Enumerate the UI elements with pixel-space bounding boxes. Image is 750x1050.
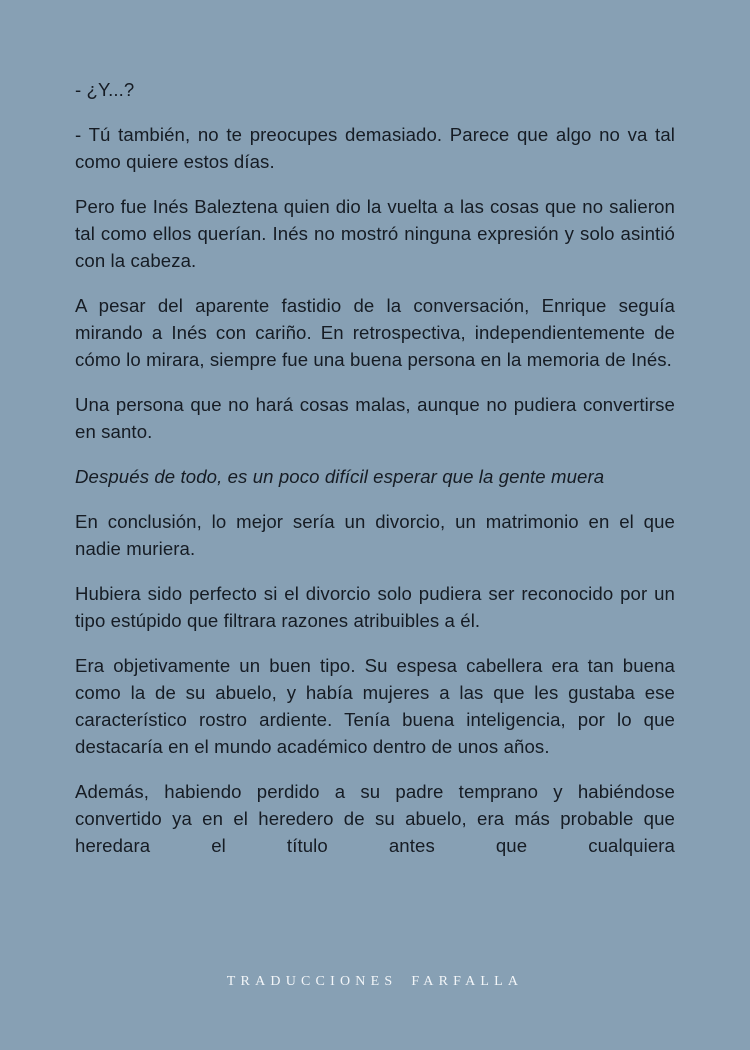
paragraph-9: Era objetivamente un buen tipo. Su espesa cabellera era tan buena como la de su abuelo, y había mujeres a las que les gustaba ese característico rostro ardiente. Tenía buena inteligencia, por lo que destacaría en el mundo académico dentro de unos años.	[75, 655, 675, 757]
paragraph-7: En conclusión, lo mejor sería un divorcio, un matrimonio en el que nadie muriera.	[75, 511, 675, 559]
paragraph-4: A pesar del aparente fastidio de la conversación, Enrique seguía mirando a Inés con cariño. En retrospectiva, independientemente de cómo lo mirara, siempre fue una buena persona en la memoria de Inés.	[75, 295, 675, 370]
paragraph-italic-thought: Después de todo, es un poco difícil esperar que la gente muera	[75, 466, 605, 487]
footer-word-2: FARFALLA	[411, 974, 524, 989]
footer-word-1: TRADUCCIONES	[226, 974, 398, 989]
paragraph-5: Una persona que no hará cosas malas, aunque no pudiera convertirse en santo.	[75, 394, 675, 442]
paragraph-3: Pero fue Inés Baleztena quien dio la vuelta a las cosas que no salieron tal como ellos querían. Inés no mostró ninguna expresión y solo asintió con la cabeza.	[75, 196, 675, 271]
paragraph-dialogue-2: - Tú también, no te preocupes demasiado. Parece que algo no va tal como quiere estos días.	[75, 124, 675, 172]
paragraph-8: Hubiera sido perfecto si el divorcio solo pudiera ser reconocido por un tipo estúpido que filtrara razones atribuibles a él.	[75, 583, 675, 631]
paragraph-dialogue-1: - ¿Y...?	[75, 79, 135, 100]
paragraph-10: Además, habiendo perdido a su padre temprano y habiéndose convertido ya en el heredero de su abuelo, era más probable que heredara el título antes que cualquiera	[75, 781, 675, 856]
document-page	[75, 76, 675, 859]
footer-watermark	[0, 974, 750, 990]
